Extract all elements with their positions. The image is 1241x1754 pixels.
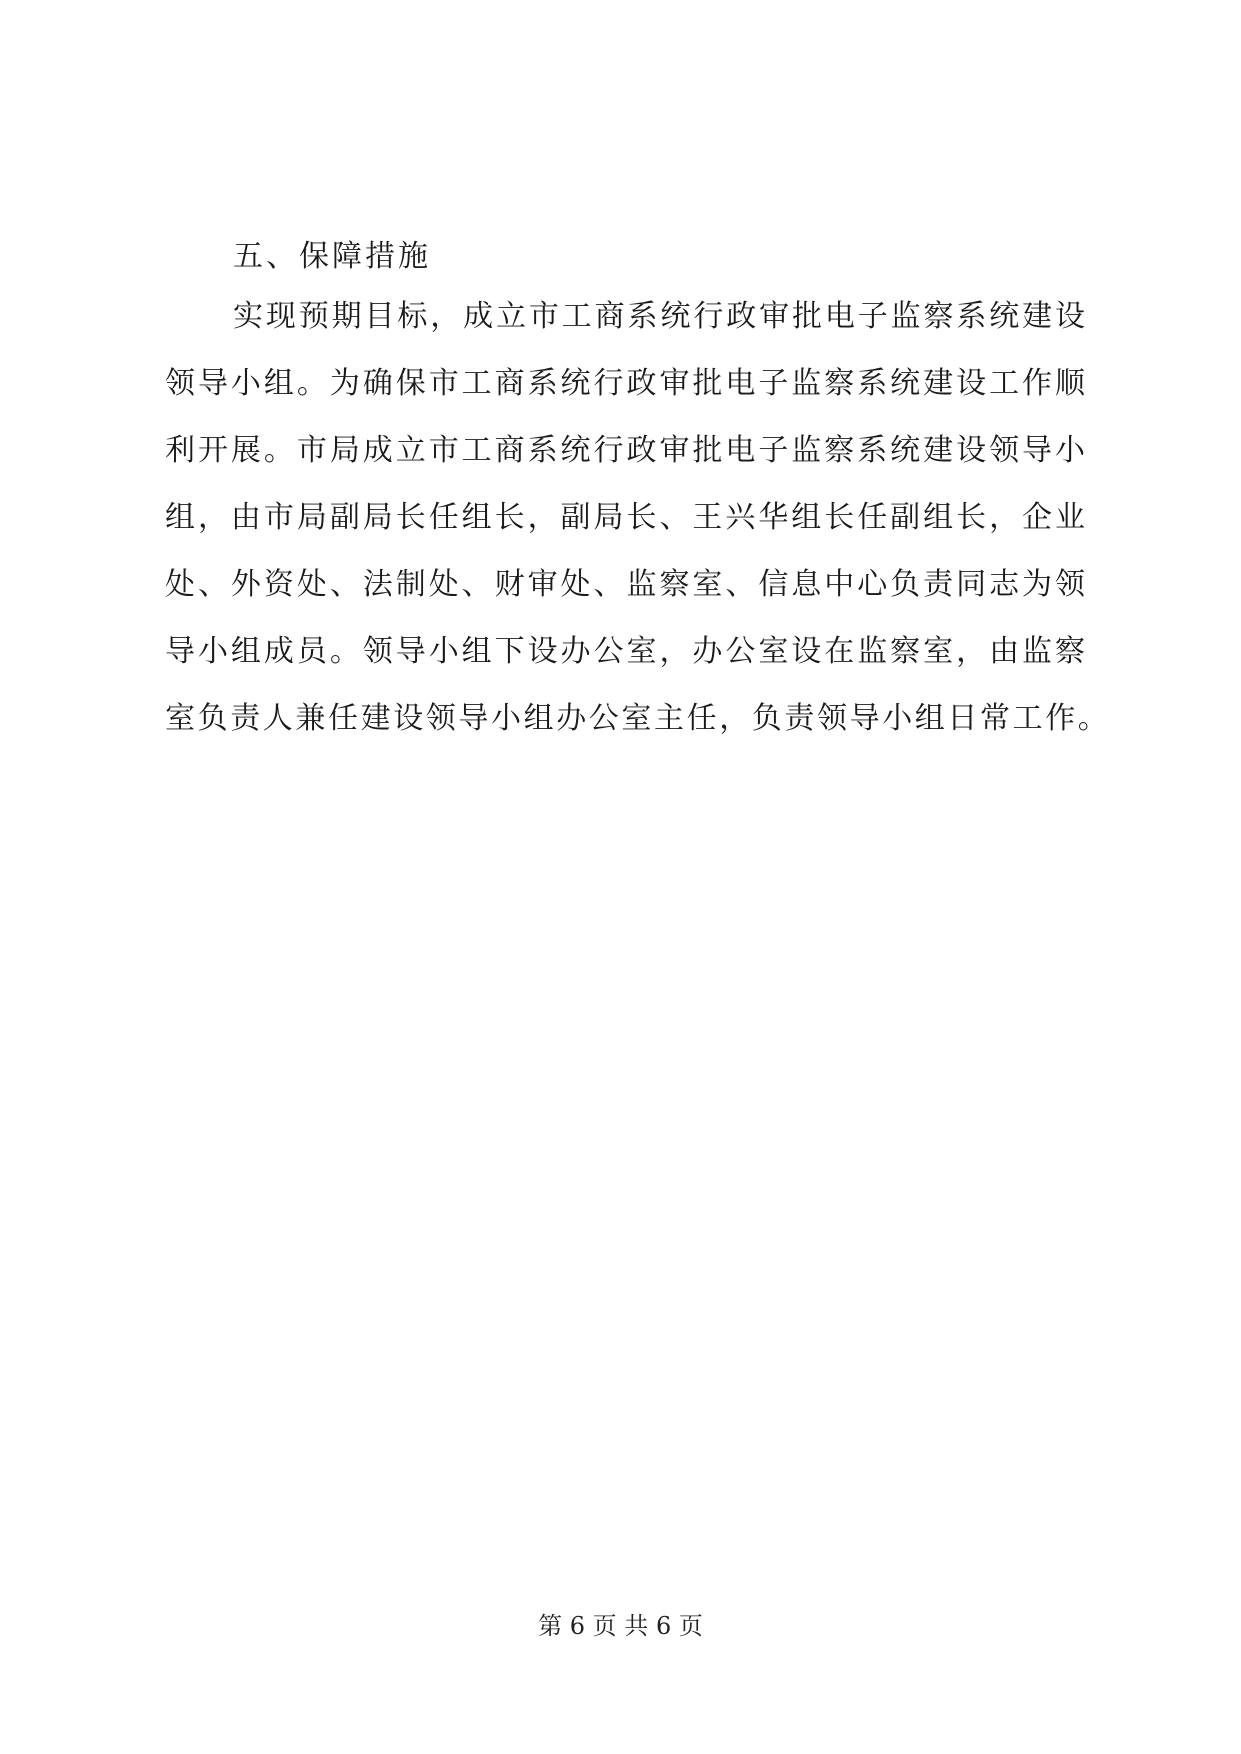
paragraph-line: 处、外资处、法制处、财审处、监察室、信息中心负责同志为领	[165, 567, 1085, 602]
paragraph-line: 领导小组。为确保市工商系统行政审批电子监察系统建设工作顺	[165, 366, 1085, 401]
paragraph-line: 利开展。市局成立市工商系统行政审批电子监察系统建设领导小	[165, 433, 1085, 468]
section-heading: 五、保障措施	[233, 239, 431, 274]
paragraph-line: 实现预期目标，成立市工商系统行政审批电子监察系统建设	[233, 299, 1085, 334]
paragraph-line: 室负责人兼任建设领导小组办公室主任，负责领导小组日常工作。	[165, 701, 1111, 736]
page-number-footer: 第 6 页 共 6 页	[538, 1612, 703, 1640]
paragraph-line: 组，由市局副局长任组长，副局长、王兴华组长任副组长，企业	[165, 500, 1085, 535]
paragraph-line: 导小组成员。领导小组下设办公室，办公室设在监察室，由监察	[165, 634, 1085, 669]
body-paragraph	[165, 292, 1111, 761]
